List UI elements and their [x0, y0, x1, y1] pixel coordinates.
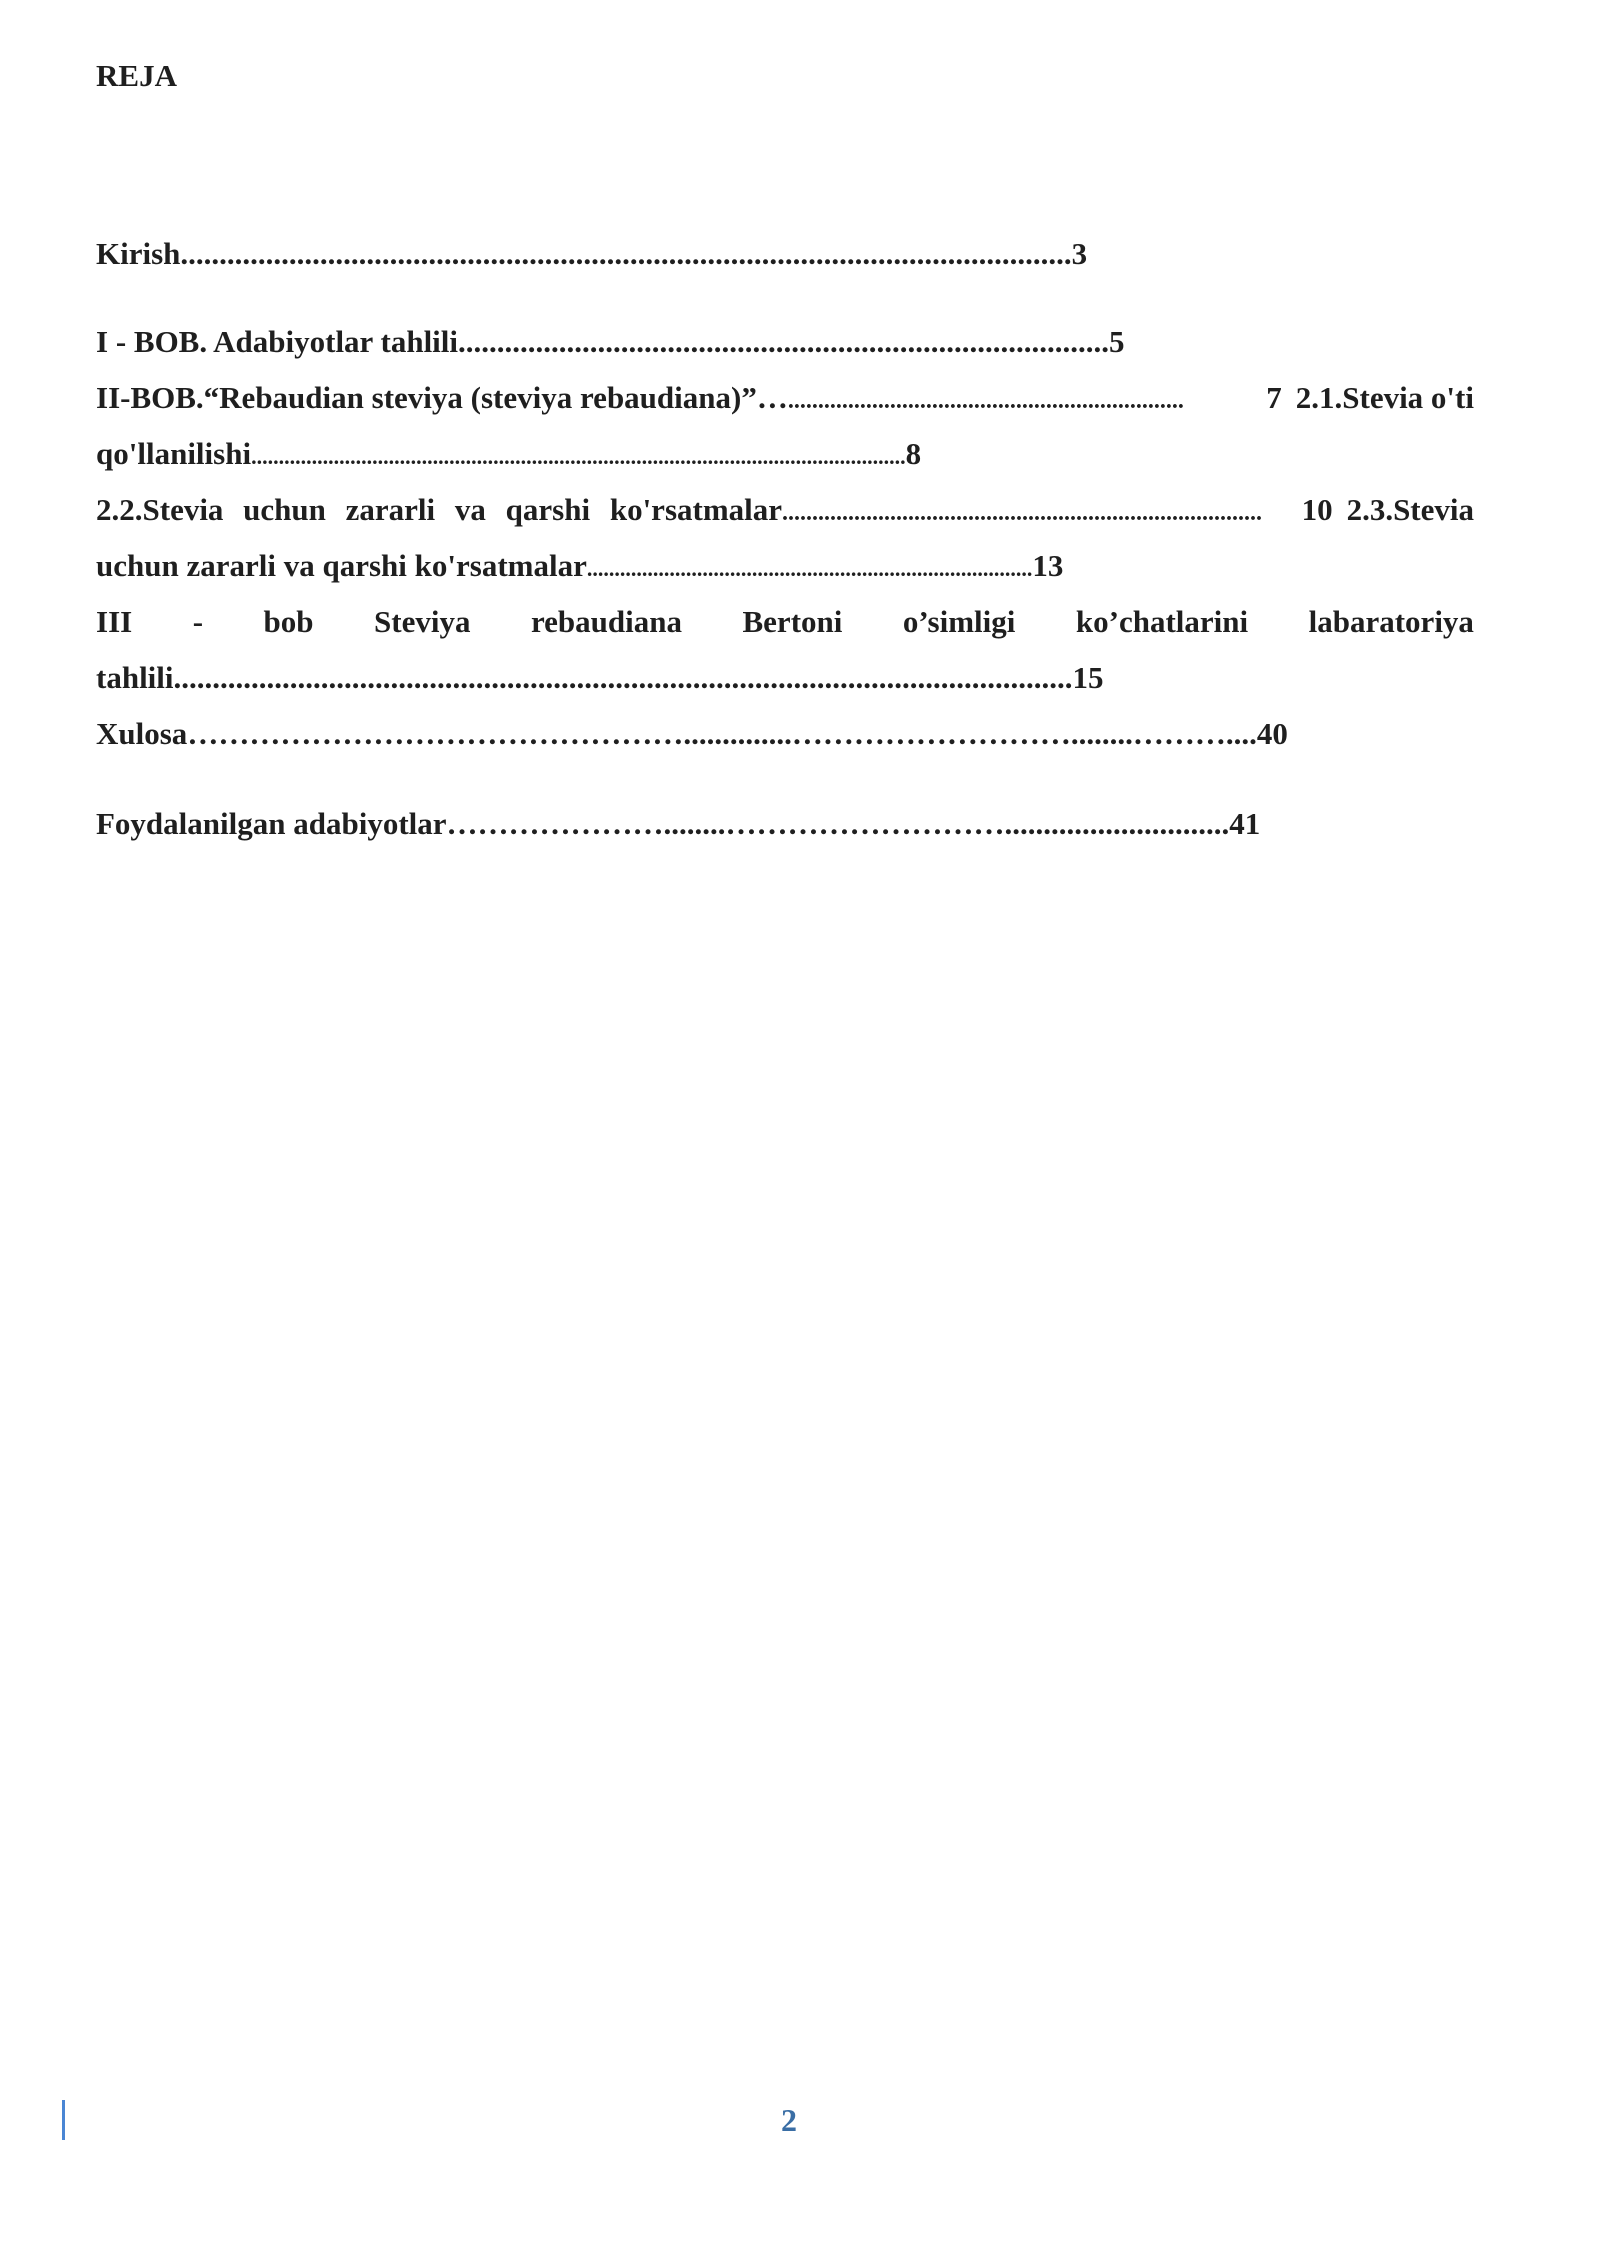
- toc-entry-section-2-1: [96, 426, 921, 482]
- toc-entry-label: qo'llanilishi: [96, 436, 252, 471]
- toc-word: Bertoni: [742, 604, 843, 639]
- toc-page-number: 7: [1266, 380, 1282, 415]
- toc-word: labaratoriya: [1308, 604, 1474, 639]
- toc-entry-label: Kirish: [96, 236, 181, 271]
- toc-entry-label: Foydalanilgan adabiyotlar: [96, 806, 447, 841]
- toc-leader-dots: ..................................................................: [787, 388, 1184, 414]
- toc-entry-kirish: [96, 226, 1087, 282]
- toc-leader-dots: .................................................................................: [586, 556, 1033, 581]
- toc-word: o’simligi: [902, 604, 1016, 639]
- toc-leader-dots: …………………........……………………….............................: [446, 806, 1230, 841]
- toc-entry-label: I - BOB. Adabiyotlar tahlili: [96, 324, 459, 359]
- toc-word: bob: [263, 604, 314, 639]
- toc-entry-label: 2.3.Stevia: [1346, 492, 1474, 527]
- page-title: REJA: [96, 58, 177, 93]
- toc-leader-dots: …………………………………………..............………………………........………....: [187, 716, 1257, 751]
- toc-entry-foydalanilgan: [96, 796, 1260, 852]
- toc-word: ko’chatlarini: [1075, 604, 1249, 639]
- toc-entry-label: II-BOB.“Rebaudian steviya (steviya rebaudiana)”…: [96, 380, 788, 415]
- toc-leader-dots: ................................................................................: [782, 500, 1263, 526]
- toc-word: rebaudiana: [530, 604, 682, 639]
- toc-entry-label: 2.1.Stevia o'ti: [1295, 380, 1474, 415]
- toc-leader-dots: .......................................................................................................................: [251, 444, 906, 469]
- toc-entry-label: 2.2.Stevia uchun zararli va qarshi ko'rsatmalar: [96, 492, 783, 527]
- page-number: 2: [781, 2102, 797, 2138]
- toc-page-number: 10: [1301, 492, 1333, 527]
- toc-page-number: 3: [1071, 236, 1088, 271]
- toc-entry-bob-2: [96, 370, 1474, 426]
- toc-entry-label: Xulosa: [96, 716, 188, 751]
- toc-leader-dots: ...................................................................................................................: [180, 236, 1072, 271]
- toc-entry-bob-3: [96, 594, 1474, 650]
- toc-leader-dots: ....................................................................................: [458, 324, 1110, 359]
- toc-entry-section-2-2: [96, 482, 1474, 538]
- toc-page-number: 15: [1072, 660, 1104, 695]
- toc-leader-dots: ....................................................................................................................: [173, 660, 1073, 695]
- toc-entry-bob-3-cont: [96, 650, 1104, 706]
- toc-word: -: [192, 604, 204, 639]
- toc-page-number: 5: [1109, 324, 1125, 359]
- toc-entry-bob-1: [96, 314, 1125, 370]
- toc-word: III: [96, 604, 133, 639]
- toc-entry-section-2-3: [96, 538, 1063, 594]
- toc-page-number: 40: [1256, 716, 1288, 751]
- toc-entry-xulosa: [96, 706, 1288, 762]
- toc-word: Steviya: [374, 604, 471, 639]
- toc-entry-label: uchun zararli va qarshi ko'rsatmalar: [96, 548, 587, 583]
- toc-page-number: 13: [1032, 548, 1064, 583]
- toc-entry-label: tahlili: [96, 660, 174, 695]
- toc-page-number: 8: [905, 436, 922, 471]
- toc-page-number: 41: [1229, 806, 1261, 841]
